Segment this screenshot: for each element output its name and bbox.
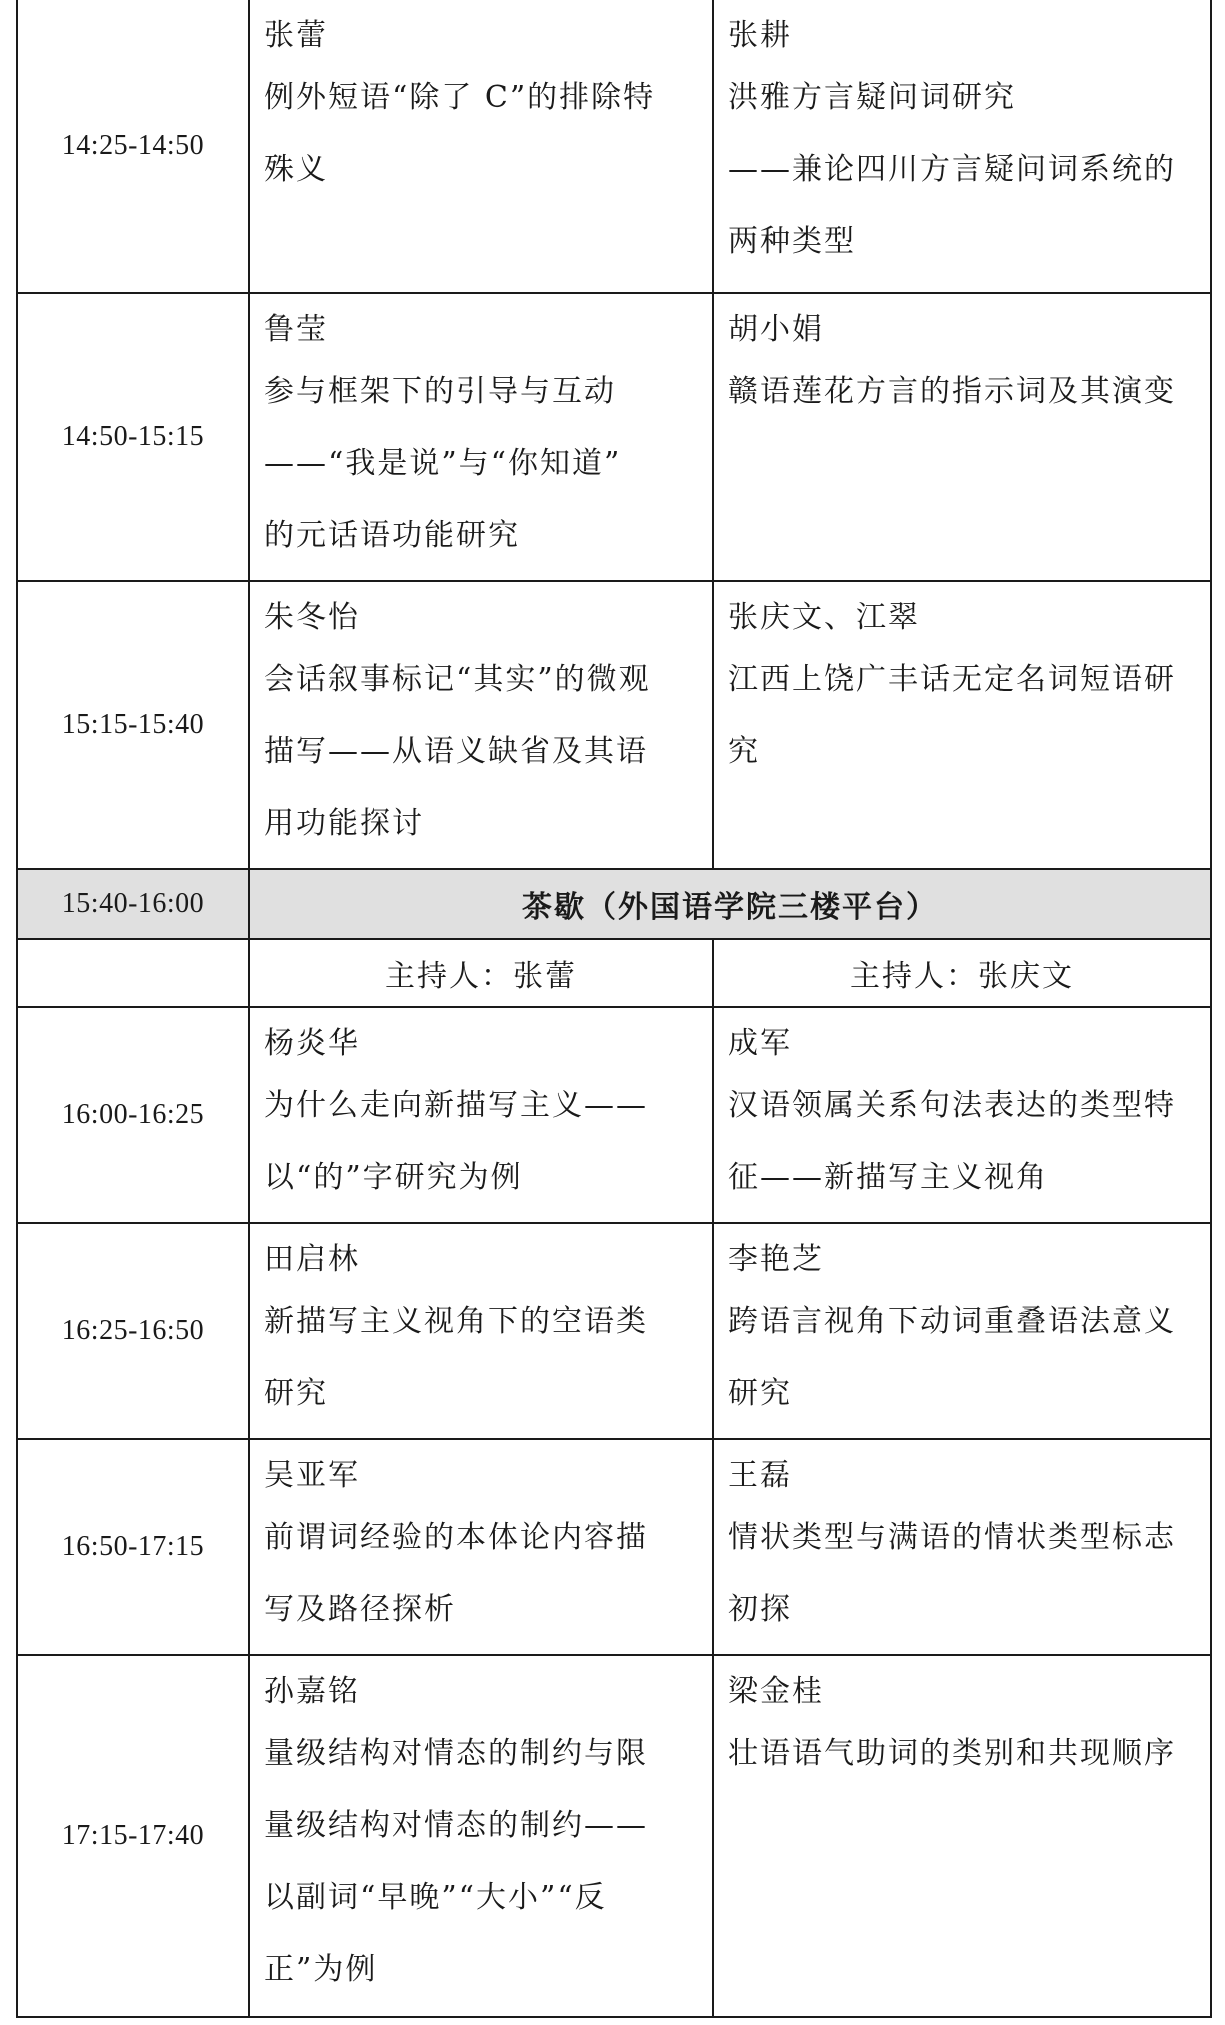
talk-title-line: 会话叙事标记“其实”的微观 <box>264 662 651 697</box>
talk-title-line: 用功能探讨 <box>264 806 424 841</box>
speaker-name: 成军 <box>728 1026 792 1061</box>
host-right: 主持人：张庆文 <box>713 939 1211 1007</box>
talk-left <box>249 1223 713 1439</box>
talk-title-line: 跨语言视角下动词重叠语法意义 <box>728 1304 1176 1339</box>
speaker-name: 田启林 <box>264 1242 360 1277</box>
talk-title-line: 研究 <box>728 1376 792 1411</box>
talk-right <box>713 581 1211 869</box>
talk-right <box>713 0 1211 293</box>
talk-left <box>249 581 713 869</box>
talk-title-line: 量级结构对情态的制约—— <box>264 1808 648 1843</box>
talk-title-line: 壮语语气助词的类别和共现顺序 <box>728 1736 1176 1771</box>
talk-title-line: ——“我是说”与“你知道” <box>264 446 622 481</box>
talk-title-line: 新描写主义视角下的空语类 <box>264 1304 648 1339</box>
talk-right <box>713 1655 1211 2017</box>
time-slot: 14:50-15:15 <box>17 293 249 581</box>
talk-title-line: 洪雅方言疑问词研究 <box>728 80 1016 115</box>
talk-left <box>249 0 713 293</box>
talk-title-line: 赣语莲花方言的指示词及其演变 <box>728 374 1176 409</box>
session-row <box>17 1439 1211 1655</box>
speaker-name: 梁金桂 <box>728 1674 824 1709</box>
hosts-time-empty <box>17 939 249 1007</box>
speaker-name: 朱冬怡 <box>264 600 360 635</box>
talk-right <box>713 1439 1211 1655</box>
talk-title-line: 以“的”字研究为例 <box>264 1160 523 1195</box>
speaker-name: 张庆文、江翠 <box>728 600 920 635</box>
talk-title-line: 为什么走向新描写主义—— <box>264 1088 648 1123</box>
speaker-name: 张蕾 <box>264 18 328 53</box>
speaker-name: 孙嘉铭 <box>264 1674 360 1709</box>
talk-title-line: 初探 <box>728 1592 792 1627</box>
speaker-name: 王磊 <box>728 1458 792 1493</box>
hosts-row <box>17 939 1211 1007</box>
time-slot: 15:15-15:40 <box>17 581 249 869</box>
speaker-name: 张耕 <box>728 18 792 53</box>
talk-right <box>713 293 1211 581</box>
talk-title-line: 正”为例 <box>264 1952 378 1987</box>
talk-title-line: 两种类型 <box>728 224 856 259</box>
talk-title-line: 征——新描写主义视角 <box>728 1160 1048 1195</box>
time-slot: 16:00-16:25 <box>17 1007 249 1223</box>
speaker-name: 胡小娟 <box>728 312 824 347</box>
session-row <box>17 1007 1211 1223</box>
talk-title-line: 前谓词经验的本体论内容描 <box>264 1520 648 1555</box>
session-row <box>17 1655 1211 2017</box>
break-time: 15:40-16:00 <box>17 869 249 939</box>
schedule-sheet <box>16 0 1210 2018</box>
session-row <box>17 0 1211 293</box>
time-slot: 17:15-17:40 <box>17 1655 249 2017</box>
talk-title-line: 情状类型与满语的情状类型标志 <box>728 1520 1176 1555</box>
time-slot: 16:50-17:15 <box>17 1439 249 1655</box>
schedule-table <box>16 0 1212 2018</box>
talk-title-line: 写及路径探析 <box>264 1592 456 1627</box>
talk-title-line: 江西上饶广丰话无定名词短语研 <box>728 662 1176 697</box>
talk-title-line: 的元话语功能研究 <box>264 518 520 553</box>
session-row <box>17 1223 1211 1439</box>
time-slot: 16:25-16:50 <box>17 1223 249 1439</box>
speaker-name: 杨炎华 <box>264 1026 360 1061</box>
talk-title-line: 参与框架下的引导与互动 <box>264 374 616 409</box>
talk-title-line: 描写——从语义缺省及其语 <box>264 734 648 769</box>
talk-title-line: 以副词“早晚”“大小”“反 <box>264 1880 607 1915</box>
talk-right <box>713 1007 1211 1223</box>
talk-title-line: 殊义 <box>264 152 328 187</box>
talk-left <box>249 1439 713 1655</box>
talk-left <box>249 1007 713 1223</box>
session-row <box>17 293 1211 581</box>
talk-right <box>713 1223 1211 1439</box>
speaker-name: 李艳芝 <box>728 1242 824 1277</box>
talk-title-line: ——兼论四川方言疑问词系统的 <box>728 152 1176 187</box>
talk-title-line: 例外短语“除了 C”的排除特 <box>264 80 656 115</box>
talk-title-line: 研究 <box>264 1376 328 1411</box>
break-row <box>17 869 1211 939</box>
break-title: 茶歇（外国语学院三楼平台） <box>249 869 1211 939</box>
talk-left <box>249 293 713 581</box>
speaker-name: 鲁莹 <box>264 312 328 347</box>
talk-left <box>249 1655 713 2017</box>
talk-title-line: 汉语领属关系句法表达的类型特 <box>728 1088 1176 1123</box>
talk-title-line: 量级结构对情态的制约与限 <box>264 1736 648 1771</box>
speaker-name: 吴亚军 <box>264 1458 360 1493</box>
time-slot: 14:25-14:50 <box>17 0 249 293</box>
host-left: 主持人：张蕾 <box>249 939 713 1007</box>
session-row <box>17 581 1211 869</box>
talk-title-line: 究 <box>728 734 760 769</box>
